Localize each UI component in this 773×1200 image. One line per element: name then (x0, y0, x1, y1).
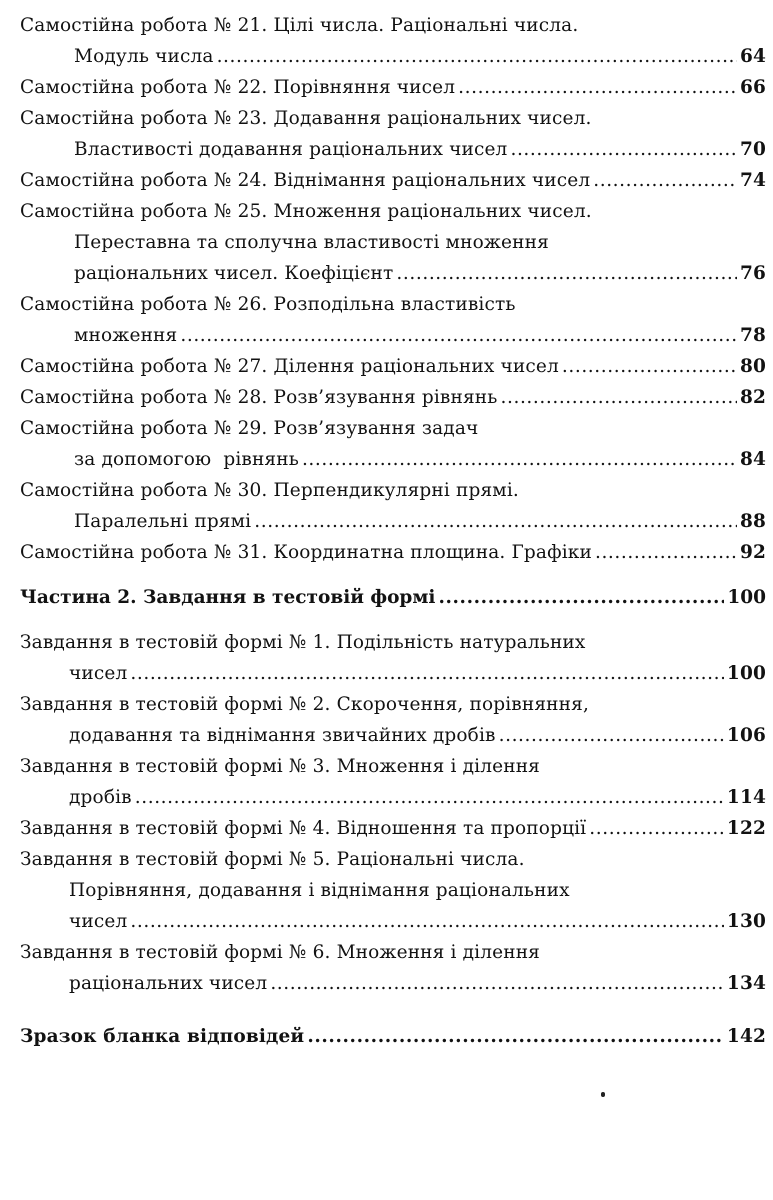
toc-entry-title: Самостійна робота № 30. Перпендикулярні прямі. (20, 480, 519, 501)
toc-entry-page: 134 (726, 973, 766, 994)
toc-entry-title: Завдання в тестовій формі № 5. Раціональні числа. (20, 849, 525, 870)
toc-entry-title: раціональних чисел. Коефіцієнт (74, 263, 394, 284)
toc-entry-title: Самостійна робота № 26. Розподільна властивість (20, 294, 516, 315)
toc-entry-page: 76 (739, 263, 766, 284)
toc-entry (20, 196, 766, 227)
toc-entry (20, 906, 766, 937)
print-speck (601, 1092, 605, 1097)
toc-entry-page: 114 (726, 787, 766, 808)
toc-entry (20, 689, 766, 720)
toc-entry-title: Завдання в тестовій формі № 4. Відношення та пропорції (20, 818, 587, 839)
dot-leader (130, 906, 724, 937)
dot-leader (438, 582, 724, 613)
toc-entry-page: 100 (727, 587, 766, 608)
toc-entry-title: Переставна та сполучна властивості множення (74, 232, 549, 253)
toc-entry-title: Самостійна робота № 31. Координатна площина. Графіки (20, 542, 592, 563)
toc-entry-title: Завдання в тестовій формі № 3. Множення і ділення (20, 756, 541, 777)
toc-entry (20, 751, 766, 782)
toc-entry-title: раціональних чисел (69, 973, 268, 994)
toc-entry-page: 80 (739, 356, 766, 377)
toc-entry (20, 844, 766, 875)
toc-entry (20, 320, 766, 351)
toc-entry (20, 937, 766, 968)
toc-entry (20, 227, 766, 258)
toc-entry (20, 72, 766, 103)
toc-entry-title: Самостійна робота № 25. Множення раціональних чисел. (20, 201, 592, 222)
toc-entry-page: 88 (739, 511, 766, 532)
toc-entry (20, 658, 766, 689)
toc-entry-title: за допомогою рівнянь (74, 449, 299, 470)
dot-leader (307, 1021, 724, 1052)
toc-entry (20, 413, 766, 444)
toc-entry (20, 103, 766, 134)
toc-entry-title: чисел (69, 911, 128, 932)
toc-entry-page: 66 (739, 77, 766, 98)
toc-entry (20, 351, 766, 382)
toc-entry (20, 537, 766, 568)
toc-entry-title: Завдання в тестовій формі № 2. Скорочення, порівняння, (20, 694, 589, 715)
toc-entry (20, 382, 766, 413)
dot-leader (510, 134, 736, 165)
dot-leader (499, 720, 724, 751)
toc-entry-title: Самостійна робота № 29. Розв’язування задач (20, 418, 479, 439)
dot-leader (135, 782, 724, 813)
toc-entry-title: Властивості додавання раціональних чисел (74, 139, 508, 160)
toc-entry (20, 782, 766, 813)
toc-entry-title: Порівняння, додавання і віднімання раціональних (69, 880, 570, 901)
toc-entry-title: Завдання в тестовій формі № 1. Подільність натуральних (20, 632, 586, 653)
toc-entry-title: множення (74, 325, 178, 346)
toc-entry (20, 134, 766, 165)
table-of-contents (20, 10, 766, 1052)
toc-entry-title: Самостійна робота № 21. Цілі числа. Раціональні числа. (20, 15, 579, 36)
dot-leader (458, 72, 737, 103)
dot-leader (595, 537, 737, 568)
toc-entry (20, 10, 766, 41)
toc-entry-title: Самостійна робота № 23. Додавання раціональних чисел. (20, 108, 592, 129)
toc-entry-title: Завдання в тестовій формі № 6. Множення і ділення (20, 942, 541, 963)
dot-leader (589, 813, 724, 844)
dot-leader (562, 351, 737, 382)
toc-entry-page: 122 (726, 818, 766, 839)
dot-leader (270, 968, 724, 999)
toc-entry-page: 100 (726, 663, 766, 684)
dot-leader (302, 444, 737, 475)
toc-entry (20, 968, 766, 999)
dot-leader (254, 506, 737, 537)
toc-entry-page: 64 (739, 46, 766, 67)
toc-entry (20, 289, 766, 320)
dot-leader (217, 41, 737, 72)
toc-entry (20, 627, 766, 658)
toc-entry-page: 82 (739, 387, 766, 408)
toc-entry-page: 130 (726, 911, 766, 932)
toc-entry-page: 74 (739, 170, 766, 191)
toc-entry-page: 142 (726, 1026, 766, 1047)
toc-entry-page: 106 (726, 725, 766, 746)
toc-entry-title: дробів (69, 787, 132, 808)
toc-entry (20, 258, 766, 289)
toc-entry-title: Модуль числа (74, 46, 214, 67)
toc-entry-title: Самостійна робота № 22. Порівняння чисел (20, 77, 456, 98)
toc-entry-title: Самостійна робота № 27. Ділення раціональних чисел (20, 356, 559, 377)
toc-entry-title: Самостійна робота № 28. Розв’язування рівнянь (20, 387, 498, 408)
dot-leader (396, 258, 737, 289)
toc-entry (20, 41, 766, 72)
toc-entry (20, 720, 766, 751)
toc-entry-title: Зразок бланка відповідей (20, 1026, 305, 1047)
toc-entry (20, 165, 766, 196)
toc-entry-page: 84 (739, 449, 766, 470)
toc-entry (20, 875, 766, 906)
toc-entry (20, 475, 766, 506)
toc-entry-title: Самостійна робота № 24. Віднімання раціональних чисел (20, 170, 591, 191)
toc-entry-page: 78 (739, 325, 766, 346)
toc-entry-page: 70 (739, 139, 766, 160)
toc-entry-title: Частина 2. Завдання в тестовій формі (20, 587, 436, 608)
dot-leader (180, 320, 737, 351)
toc-entry-page: 92 (739, 542, 766, 563)
toc-entry (20, 813, 766, 844)
toc-entry (20, 1021, 766, 1052)
toc-entry (20, 444, 766, 475)
toc-entry-title: чисел (69, 663, 128, 684)
toc-part-heading (20, 582, 766, 613)
dot-leader (130, 658, 724, 689)
dot-leader (501, 382, 737, 413)
toc-entry-title: додавання та віднімання звичайних дробів (69, 725, 496, 746)
toc-entry (20, 506, 766, 537)
dot-leader (593, 165, 737, 196)
toc-entry-title: Паралельні прямі (74, 511, 252, 532)
